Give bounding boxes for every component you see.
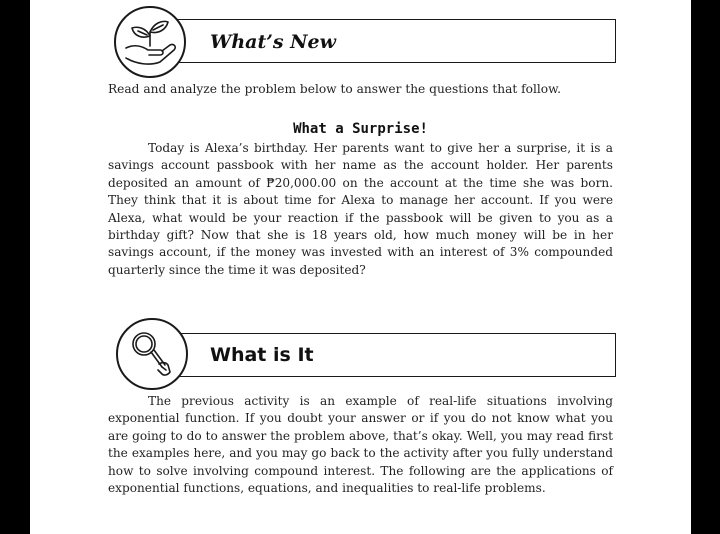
what-is-it-text: The previous activity is an example of real-life situations involving exponential function. If you doubt your answer or if you do not know what you are going to do to answer the problem above, that’s okay. Well, you may read first the examples here, and you may go back to the activity after you fully understand how to solve involving compound interest. The following are the applications of exponential functions, equations, and inequalities to real-life problems.	[108, 394, 613, 496]
what-is-it-title: What is It	[210, 344, 314, 366]
module-page	[30, 0, 691, 534]
whats-new-icon-badge	[114, 6, 186, 78]
what-is-it-paragraph	[108, 393, 613, 497]
plant-in-hand-icon	[116, 8, 184, 76]
problem-text: Today is Alexa’s birthday. Her parents want to give her a surprise, it is a savings account passbook with her name as the account holder. Her parents deposited an amount of ₱20,000.00 on the account at the time she was born. They think that it is about time for Alexa to manage her account. If you were Alexa, what would be your reaction if the passbook will be given to you as a birthday gift? Now that she is 18 years old, how much money will be in her savings account, if the money was invested with an interest of 3% compounded quarterly since the time it was deposited?	[108, 141, 613, 277]
problem-paragraph	[108, 140, 613, 279]
whats-new-title: What’s New	[210, 31, 336, 53]
problem-title: What a Surprise!	[293, 121, 428, 137]
magnifying-glass-icon	[118, 320, 186, 388]
what-is-it-icon-badge	[116, 318, 188, 390]
whats-new-instruction: Read and analyze the problem below to answer the questions that follow.	[108, 82, 562, 96]
